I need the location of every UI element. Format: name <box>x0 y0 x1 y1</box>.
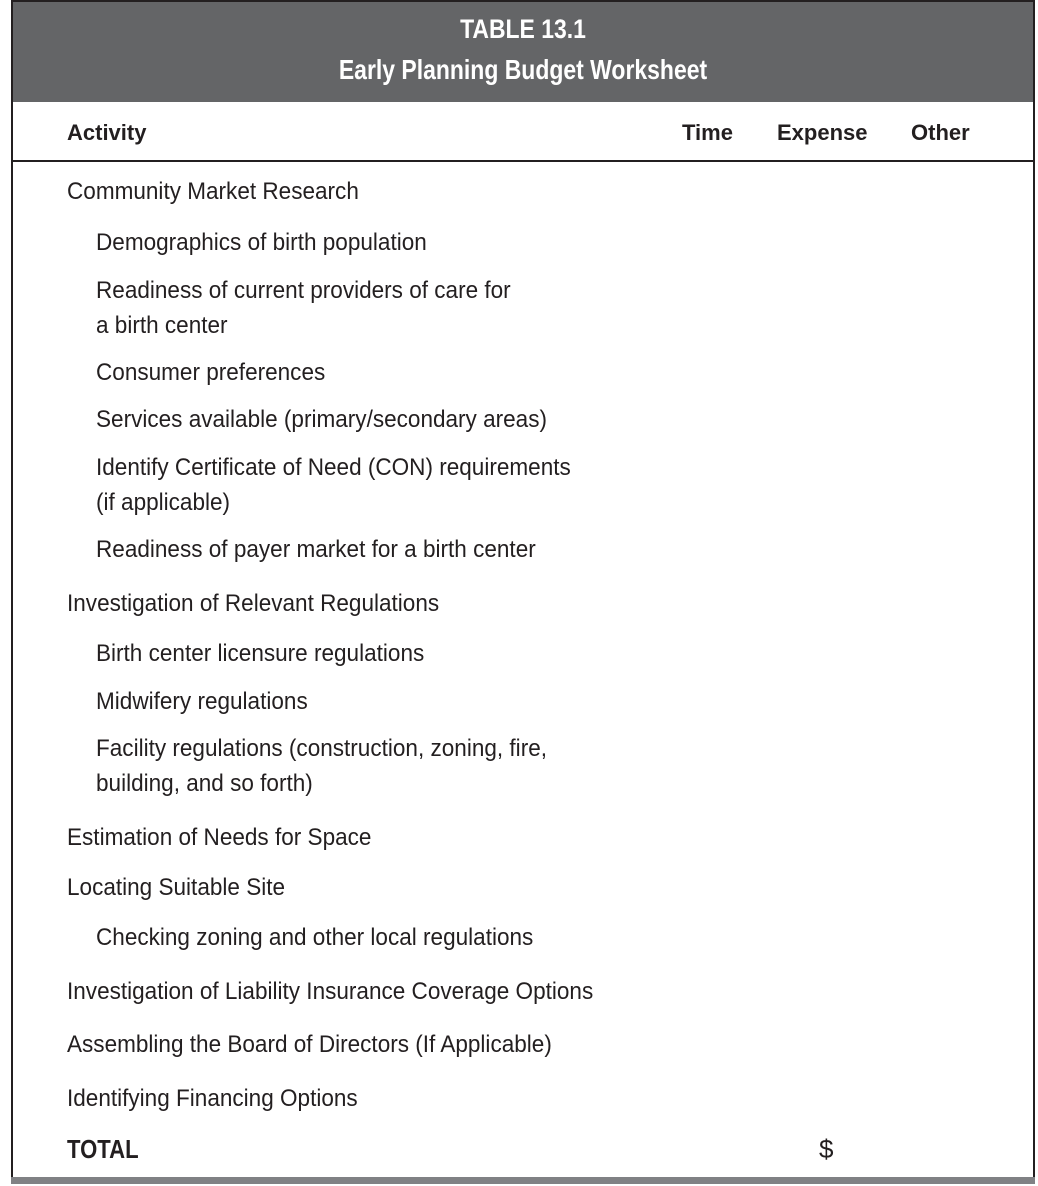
activity-text-line: Birth center licensure regulations <box>96 640 425 667</box>
activity-subitem <box>96 684 308 719</box>
activity-text-line: building, and so forth) <box>96 770 313 797</box>
table-header <box>13 2 1033 102</box>
activity-category <box>67 820 371 855</box>
activity-subitem <box>96 402 547 437</box>
column-header-expense: Expense <box>777 120 868 145</box>
table-number: TABLE 13.1 <box>460 14 586 44</box>
column-header-time: Time <box>682 120 733 145</box>
activity-subitem <box>96 636 424 671</box>
activity-subitem <box>96 731 547 801</box>
activity-text-line: Investigation of Relevant Regulations <box>67 590 440 617</box>
activity-text-line: (if applicable) <box>96 489 231 516</box>
activity-text-line: Facility regulations (construction, zoning, fire, <box>96 735 548 762</box>
activity-text-line: Investigation of Liability Insurance Coverage Options <box>67 978 594 1005</box>
activity-text-line: Estimation of Needs for Space <box>67 824 372 851</box>
table-title: Early Planning Budget Worksheet <box>338 54 708 85</box>
activity-text-line: Services available (primary/secondary areas) <box>96 406 547 433</box>
activity-text-line: Community Market Research <box>67 178 359 205</box>
activity-subitem <box>96 225 427 260</box>
column-header-activity: Activity <box>67 120 147 145</box>
activity-text-line: Identifying Financing Options <box>67 1085 358 1112</box>
activity-category <box>67 586 439 621</box>
activity-text-line: Assembling the Board of Directors (If Applicable) <box>67 1031 552 1058</box>
table-frame <box>11 0 1035 1184</box>
bottom-rule <box>11 1177 1035 1184</box>
activity-text-line: Midwifery regulations <box>96 688 308 715</box>
activity-subitem <box>96 532 536 567</box>
activity-subitem <box>96 355 325 390</box>
activity-category <box>67 1081 358 1116</box>
activity-subitem <box>96 273 511 343</box>
activity-category <box>67 974 593 1009</box>
activity-text-line: Demographics of birth population <box>96 229 427 256</box>
total-label: TOTAL <box>67 1134 139 1164</box>
activity-text-line: Consumer preferences <box>96 359 326 386</box>
total-expense: $ <box>819 1134 834 1164</box>
activity-text-line: Readiness of current providers of care for <box>96 277 511 304</box>
activity-category <box>67 1027 552 1062</box>
column-header-other: Other <box>911 120 970 145</box>
activity-text-line: Checking zoning and other local regulations <box>96 924 534 951</box>
activity-text-line: a birth center <box>96 312 228 339</box>
header-divider <box>13 160 1033 162</box>
activity-category <box>67 174 359 209</box>
activity-subitem <box>96 920 533 955</box>
activity-text-line: Identify Certificate of Need (CON) requirements <box>96 454 571 481</box>
activity-subitem <box>96 450 571 520</box>
activity-text-line: Readiness of payer market for a birth center <box>96 536 536 563</box>
activity-category <box>67 870 285 905</box>
activity-text-line: Locating Suitable Site <box>67 874 286 901</box>
